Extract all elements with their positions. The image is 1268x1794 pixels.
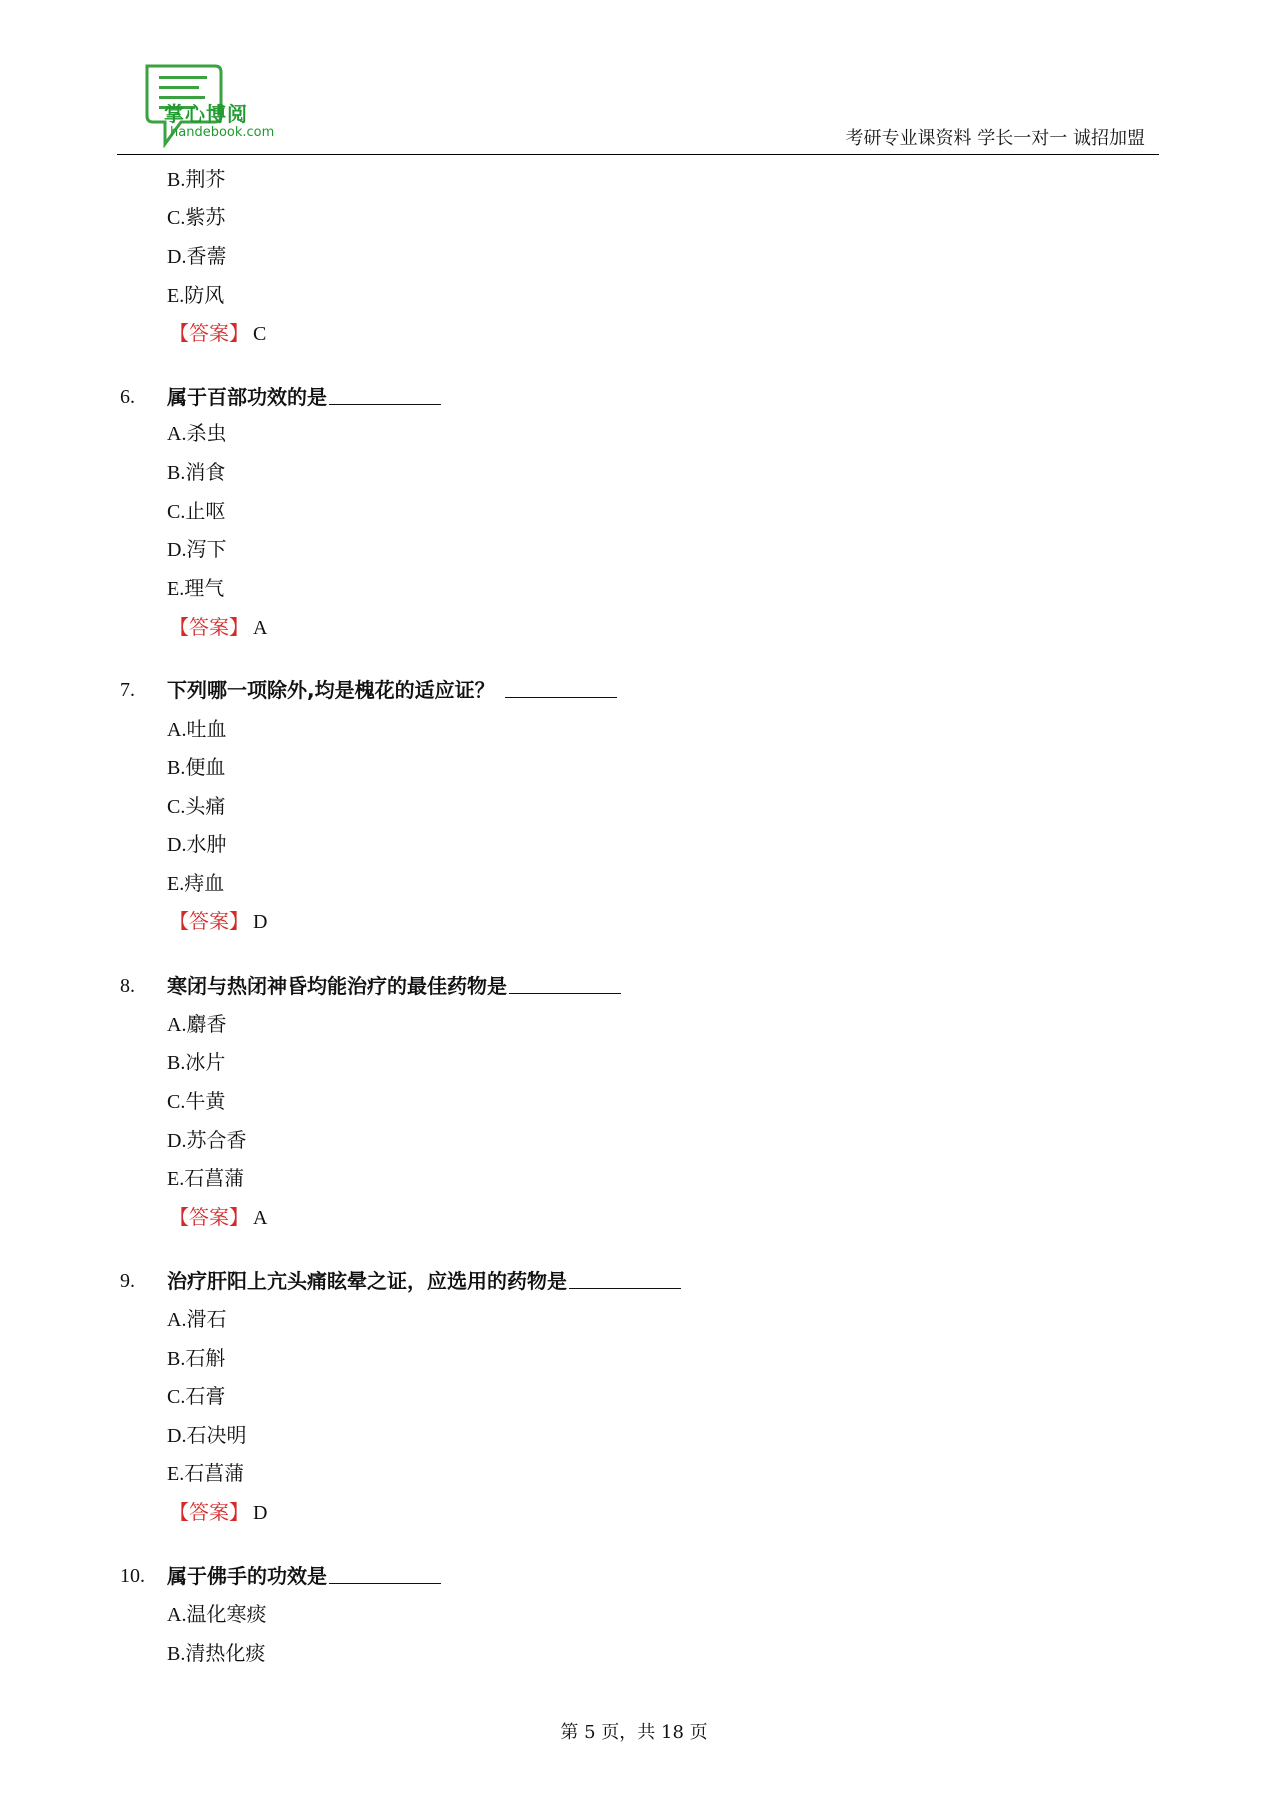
option: A.滑石 <box>167 1307 227 1331</box>
option: B.冰片 <box>167 1050 226 1074</box>
header-rule <box>117 154 1159 155</box>
option: C.止呕 <box>167 499 226 523</box>
question-text: 属于百部功效的是 <box>167 382 441 412</box>
option: C.牛黄 <box>167 1089 226 1113</box>
answer-line: 【答案】 D <box>169 1500 268 1524</box>
answer-line: 【答案】 D <box>169 909 268 933</box>
answer-line: 【答案】 C <box>169 321 267 345</box>
option: A.杀虫 <box>167 421 227 445</box>
option: A.麝香 <box>167 1012 227 1036</box>
page-header <box>117 58 1159 156</box>
option: B.石斛 <box>167 1346 226 1370</box>
option: D.泻下 <box>167 537 227 561</box>
option: B.清热化痰 <box>167 1641 266 1665</box>
option: E.防风 <box>167 283 225 307</box>
option: E.痔血 <box>167 871 225 895</box>
answer-line: 【答案】 A <box>169 615 268 639</box>
question-text: 寒闭与热闭神昏均能治疗的最佳药物是 <box>167 971 621 1001</box>
question-number: 6. <box>120 386 135 408</box>
option: E.石菖蒲 <box>167 1461 245 1485</box>
header-tagline: 考研专业课资料 学长一对一 诚招加盟 <box>845 128 1145 149</box>
option: C.石膏 <box>167 1384 226 1408</box>
option: B.便血 <box>167 755 226 779</box>
answer-blank <box>329 382 441 405</box>
option: E.理气 <box>167 576 225 600</box>
option: A.温化寒痰 <box>167 1602 267 1626</box>
question-text: 治疗肝阳上亢头痛眩晕之证，应选用的药物是 <box>167 1266 681 1296</box>
option: E.石菖蒲 <box>167 1166 245 1190</box>
option: C.头痛 <box>167 794 226 818</box>
question-text: 属于佛手的功效是 <box>167 1561 441 1591</box>
answer-blank <box>329 1561 441 1584</box>
answer-blank <box>569 1266 681 1289</box>
page-footer: 第 5 页，共 18 页 <box>560 1722 708 1743</box>
question-text: 下列哪一项除外,均是槐花的适应证？ <box>167 675 617 705</box>
option: B.荆芥 <box>167 167 226 191</box>
option: A.吐血 <box>167 717 227 741</box>
logo-name: 掌心博阅 <box>164 102 248 126</box>
answer-blank <box>505 675 617 698</box>
answer-blank <box>509 971 621 994</box>
option: B.消食 <box>167 460 226 484</box>
question-number: 8. <box>120 975 135 997</box>
question-number: 10. <box>120 1565 145 1587</box>
option: D.石决明 <box>167 1423 247 1447</box>
option: C.紫苏 <box>167 205 226 229</box>
answer-line: 【答案】 A <box>169 1205 268 1229</box>
option: D.苏合香 <box>167 1128 247 1152</box>
option: D.水肿 <box>167 832 227 856</box>
option: D.香薷 <box>167 244 227 268</box>
logo-url: handebook.com <box>170 125 275 140</box>
question-number: 9. <box>120 1270 135 1292</box>
question-number: 7. <box>120 679 135 701</box>
